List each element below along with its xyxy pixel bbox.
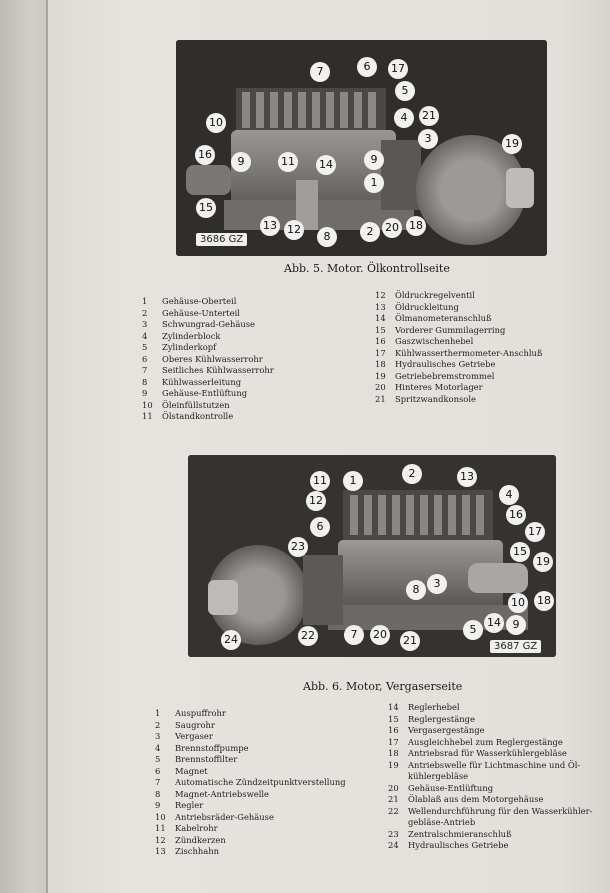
callout: 3	[418, 129, 438, 149]
legend-item: 24 Hydraulisches Getriebe	[388, 840, 509, 850]
legend-item: 1 Auspuffrohr	[155, 708, 226, 718]
plate-number: 3687 GZ	[490, 640, 541, 653]
callout: 13	[457, 467, 477, 487]
callout: 8	[406, 580, 426, 600]
callout: 15	[196, 198, 216, 218]
engine-photo-oil-side	[176, 40, 547, 256]
legend-item: 15 Reglergestänge	[388, 713, 475, 724]
figure-caption: Abb. 5. Motor. Ölkontrollseite	[284, 262, 450, 275]
callout: 8	[317, 227, 337, 247]
callout: 12	[284, 220, 304, 240]
callout: 6	[310, 517, 330, 537]
legend-item: kühlergebläse	[408, 771, 469, 781]
legend-item: 8 Magnet-Antriebswelle	[155, 788, 270, 799]
callout: 11	[278, 152, 298, 172]
legend-item: 16 Gaszwischenhebel	[375, 336, 474, 346]
legend-item: 16 Vergasergestänge	[388, 725, 485, 735]
callout: 14	[484, 613, 504, 633]
callout: 5	[463, 620, 483, 640]
legend-item: 15 Vorderer Gummilagerring	[375, 324, 506, 335]
callout: 1	[364, 173, 384, 193]
book-gutter	[0, 0, 46, 893]
callout: 21	[419, 106, 439, 126]
callout: 6	[357, 57, 377, 77]
callout: 9	[506, 615, 526, 635]
callout: 9	[231, 152, 251, 172]
legend-item: 5 Brennstoffilter	[155, 754, 238, 764]
callout: 1	[343, 471, 363, 491]
legend-item: 9 Gehäuse-Entlüftung	[142, 388, 248, 398]
legend-item: 20 Gehäuse-Entlüftung	[388, 782, 494, 793]
legend-item: 4 Zylinderblock	[142, 330, 221, 341]
callout: 13	[260, 216, 280, 236]
legend-left	[142, 296, 274, 423]
callout: 2	[360, 222, 380, 242]
callout: 18	[534, 591, 554, 611]
legend-item: 6 Magnet	[155, 765, 208, 776]
legend-item: 11 Ölstandkontrolle	[142, 411, 234, 421]
legend-item: 10 Antriebsräder-Gehäuse	[155, 811, 274, 822]
legend-item: 14 Ölmanometeranschluß	[375, 313, 492, 323]
legend-item: 2 Gehäuse-Unterteil	[142, 307, 240, 318]
legend-item: 1 Gehäuse-Oberteil	[142, 296, 237, 306]
legend-item: 8 Kühlwasserleitung	[142, 376, 242, 387]
legend-item: 5 Zylinderkopf	[142, 342, 217, 352]
legend-right	[388, 702, 592, 852]
legend-item: 4 Brennstoffpumpe	[155, 742, 249, 753]
callout: 7	[344, 625, 364, 645]
legend-item: 22 Wellendurchführung für den Wasserkühler-	[388, 805, 593, 816]
legend-item: 20 Hinteres Motorlager	[375, 382, 483, 392]
legend-item: 21 Ölablaß aus dem Motorgehäuse	[388, 794, 544, 804]
callout: 21	[400, 631, 420, 651]
legend-item: 13 Zischhahn	[155, 846, 220, 856]
callout: 23	[288, 537, 308, 557]
callout: 14	[316, 155, 336, 175]
legend-item: 23 Zentralschmieranschluß	[388, 828, 512, 839]
legend-item: 14 Reglerhebel	[388, 702, 460, 712]
callout: 20	[370, 625, 390, 645]
callout: 20	[382, 218, 402, 238]
callout: 11	[310, 471, 330, 491]
engine-photo-carburetor-side	[188, 455, 556, 657]
callout: 5	[395, 81, 415, 101]
callout: 3	[427, 574, 447, 594]
callout: 15	[510, 542, 530, 562]
legend-right	[375, 290, 543, 405]
page-edge	[46, 0, 48, 893]
callout: 9	[364, 150, 384, 170]
legend-left	[155, 708, 346, 858]
callout: 16	[195, 145, 215, 165]
callout: 17	[388, 59, 408, 79]
legend-item: 12 Zündkerzen	[155, 834, 226, 845]
callout: 16	[506, 505, 526, 525]
legend-item: 21 Spritzwandkonsole	[375, 393, 476, 404]
callout: 18	[406, 216, 426, 236]
callout: 24	[221, 630, 241, 650]
callout: 19	[533, 552, 553, 572]
legend-item: 11 Kabelrohr	[155, 823, 218, 833]
callout: 22	[298, 626, 318, 646]
callout: 4	[499, 485, 519, 505]
legend-item: 13 Öldruckleitung	[375, 301, 459, 312]
legend-item: 10 Öleinfüllstutzen	[142, 399, 230, 410]
legend-item: 7 Seitliches Kühlwasserrohr	[142, 365, 274, 375]
callout: 7	[310, 62, 330, 82]
figure-caption: Abb. 6. Motor, Vergaserseite	[303, 680, 463, 693]
legend-item: 3 Vergaser	[155, 731, 213, 741]
legend-item: 19 Getriebebremstrommel	[375, 370, 495, 381]
callout: 10	[206, 113, 226, 133]
callout: 12	[306, 491, 326, 511]
legend-item: 3 Schwungrad-Gehäuse	[142, 319, 256, 329]
plate-number: 3686 GZ	[196, 233, 247, 246]
legend-item: 2 Saugrohr	[155, 719, 215, 730]
legend-item: gebläse-Antrieb	[408, 817, 476, 827]
legend-item: 12 Öldruckregelventil	[375, 290, 475, 300]
callout: 2	[402, 464, 422, 484]
callout: 10	[508, 593, 528, 613]
legend-item: 19 Antriebswelle für Lichtmaschine und Öl-	[388, 759, 581, 770]
legend-item: 17 Kühlwasserthermometer-Anschluß	[375, 347, 543, 358]
legend-item: 6 Oberes Kühlwasserrohr	[142, 353, 263, 364]
legend-item: 9 Regler	[155, 800, 204, 810]
callout: 17	[525, 522, 545, 542]
legend-item: 18 Hydraulisches Getriebe	[375, 359, 496, 369]
legend-item: 17 Ausgleichhebel zum Reglergestänge	[388, 736, 563, 747]
legend-item: 7 Automatische Zündzeitpunktverstellung	[155, 777, 346, 787]
callout: 19	[502, 134, 522, 154]
callout: 4	[394, 108, 414, 128]
legend-item: 18 Antriebsrad für Wasserkühlergebläse	[388, 748, 567, 758]
